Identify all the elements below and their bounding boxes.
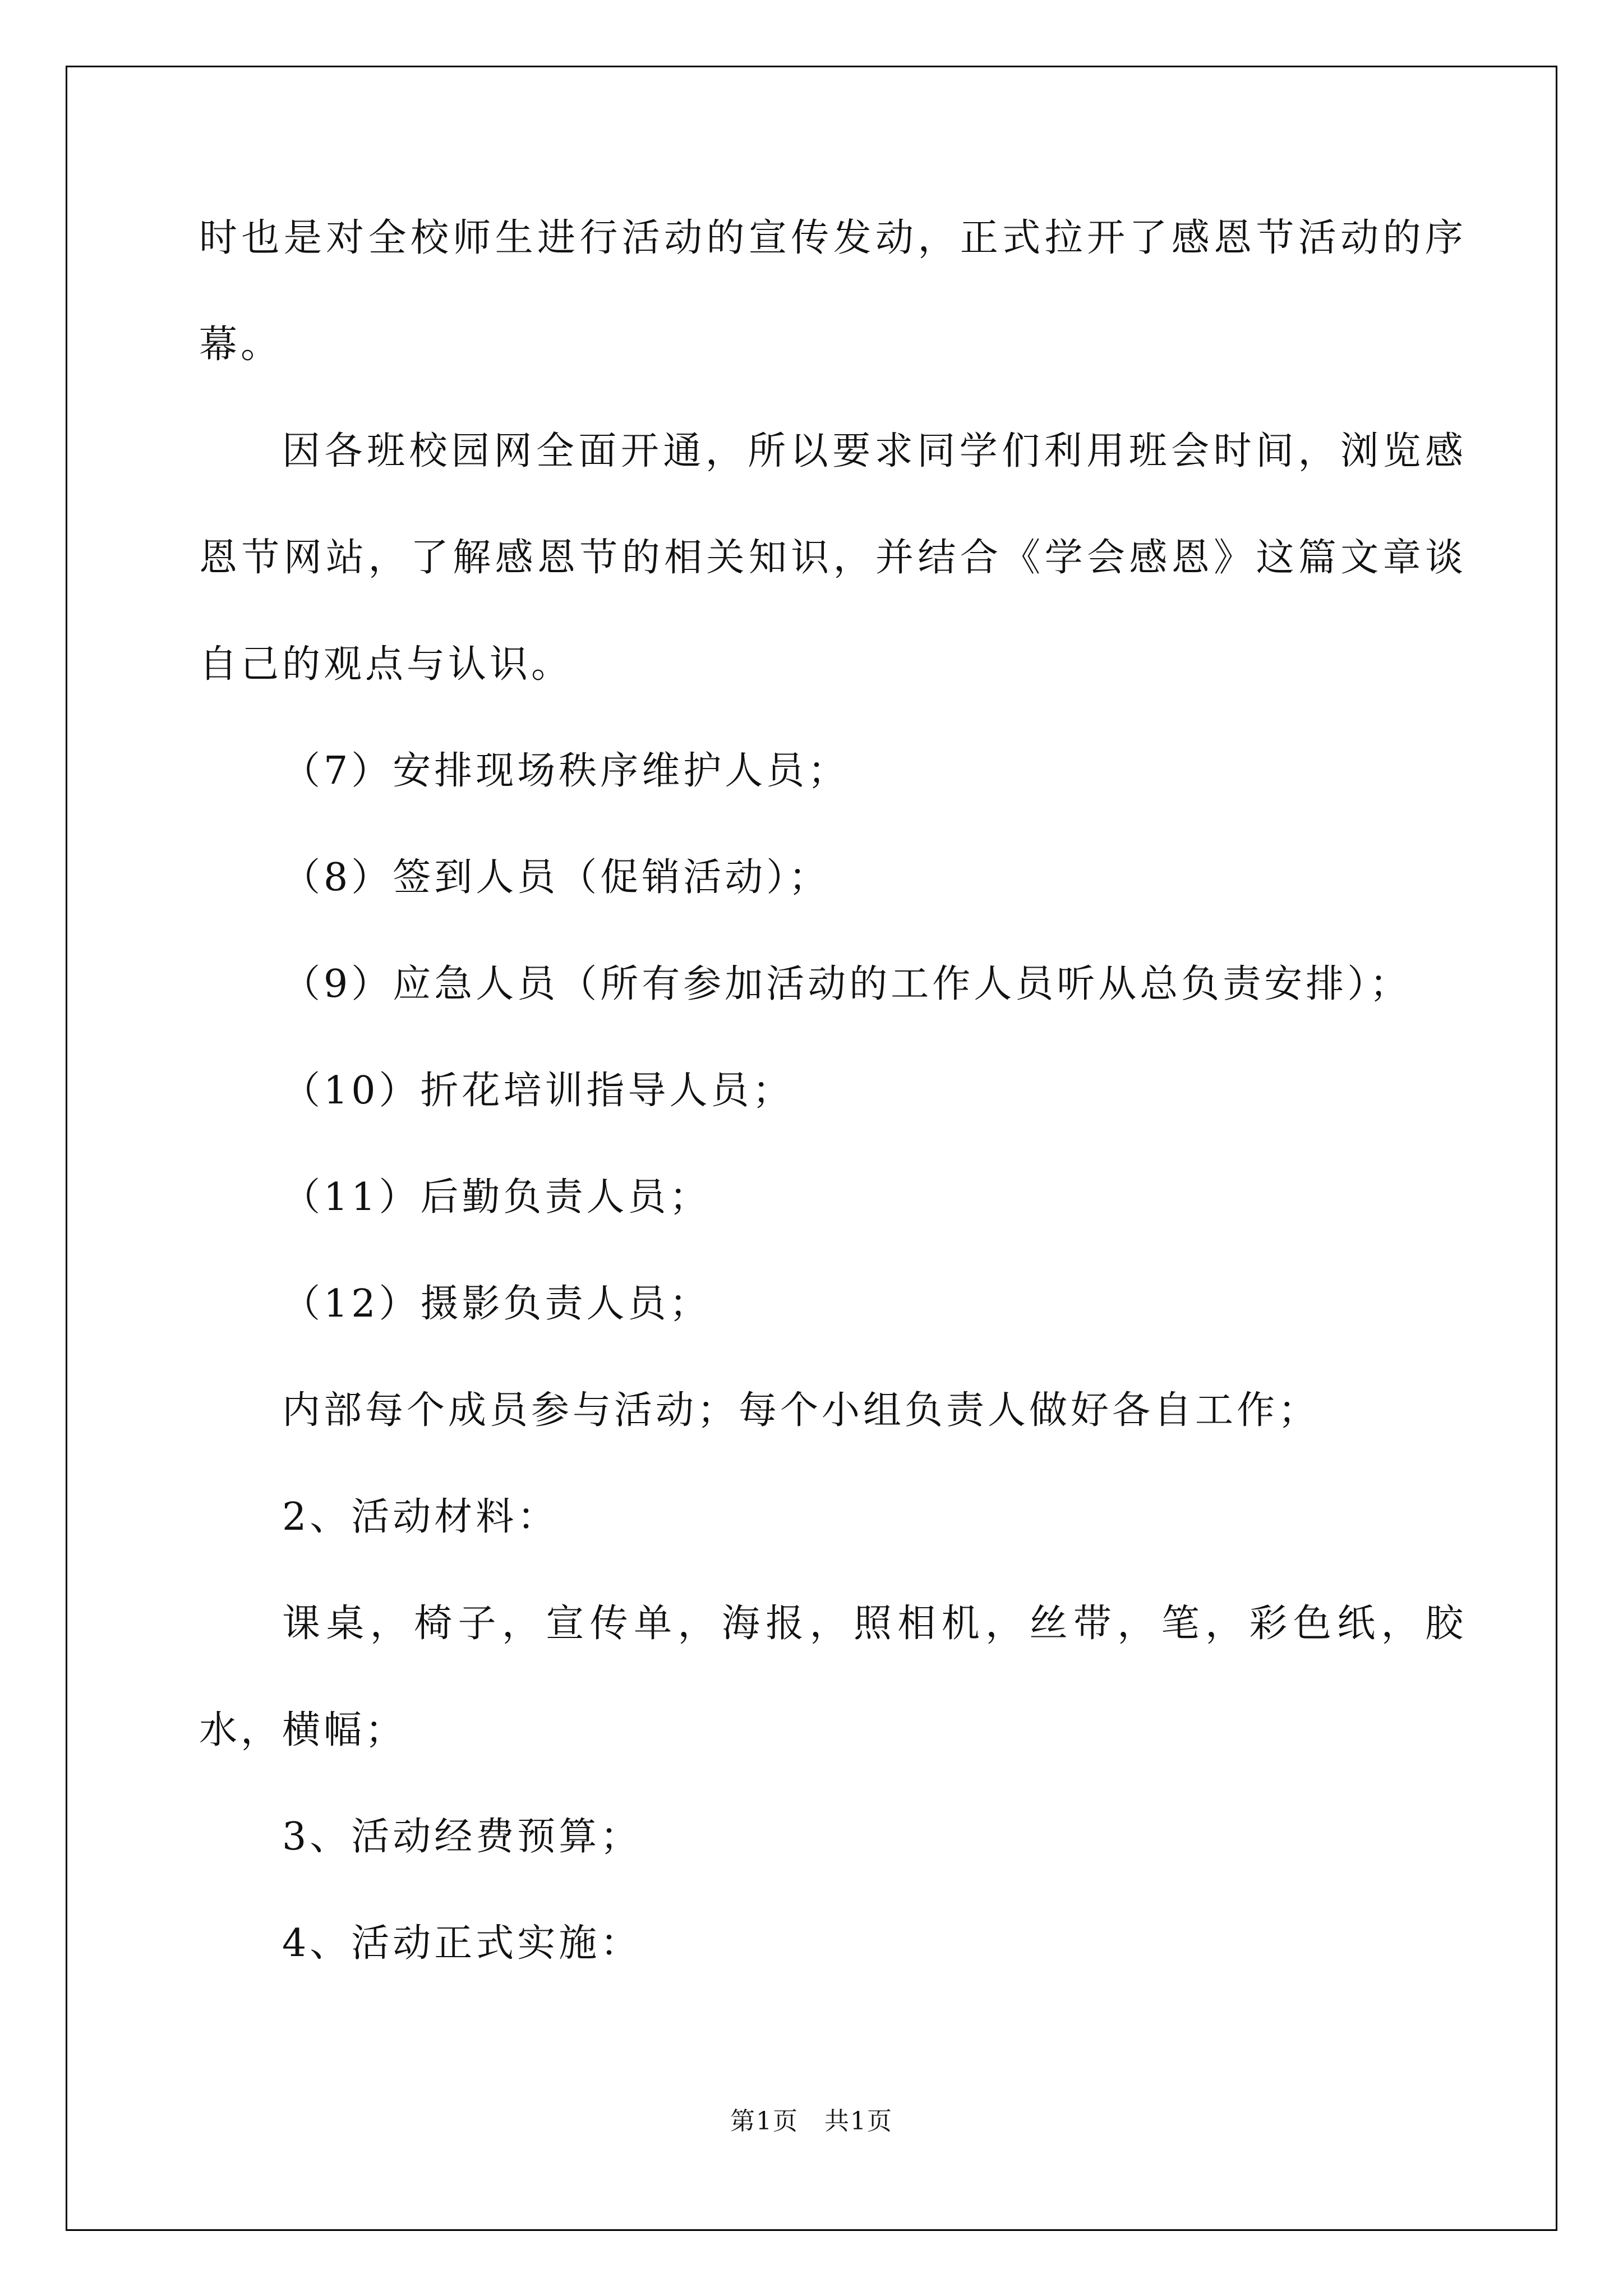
document-body bbox=[199, 185, 1467, 1997]
list-item-7: （7）安排现场秩序维护人员； bbox=[282, 749, 850, 793]
list-item-8: （8）签到人员（促销活动）； bbox=[282, 855, 831, 900]
section-heading-budget: 3、活动经费预算； bbox=[282, 1815, 642, 1859]
section-heading-materials: 2、活动材料： bbox=[282, 1495, 559, 1539]
list-item-9: （9）应急人员（所有参加活动的工作人员听从总负责安排）； bbox=[282, 962, 1412, 1006]
paragraph-1: 时也是对全校师生进行活动的宣传发动，正式拉开了感恩节活动的序幕。 bbox=[199, 216, 1467, 367]
list-item-10: （10）折花培训指导人员； bbox=[282, 1069, 794, 1113]
page-footer: 第1页 共1页 bbox=[730, 2107, 893, 2136]
section-heading-implementation: 4、活动正式实施： bbox=[282, 1921, 642, 1966]
paragraph-materials-list: 课桌，椅子，宣传单，海报，照相机，丝带，笔，彩色纸，胶水，横幅； bbox=[199, 1602, 1467, 1752]
list-item-12: （12）摄影负责人员； bbox=[282, 1282, 711, 1326]
list-item-11: （11）后勤负责人员； bbox=[282, 1175, 711, 1220]
paragraph-2: 因各班校园网全面开通，所以要求同学们利用班会时间，浏览感恩节网站，了解感恩节的相关知识，并结合《学会感恩》这篇文章谈自己的观点与认识。 bbox=[199, 429, 1467, 687]
paragraph-internal-members: 内部每个成员参与活动；每个小组负责人做好各自工作； bbox=[282, 1388, 1320, 1433]
